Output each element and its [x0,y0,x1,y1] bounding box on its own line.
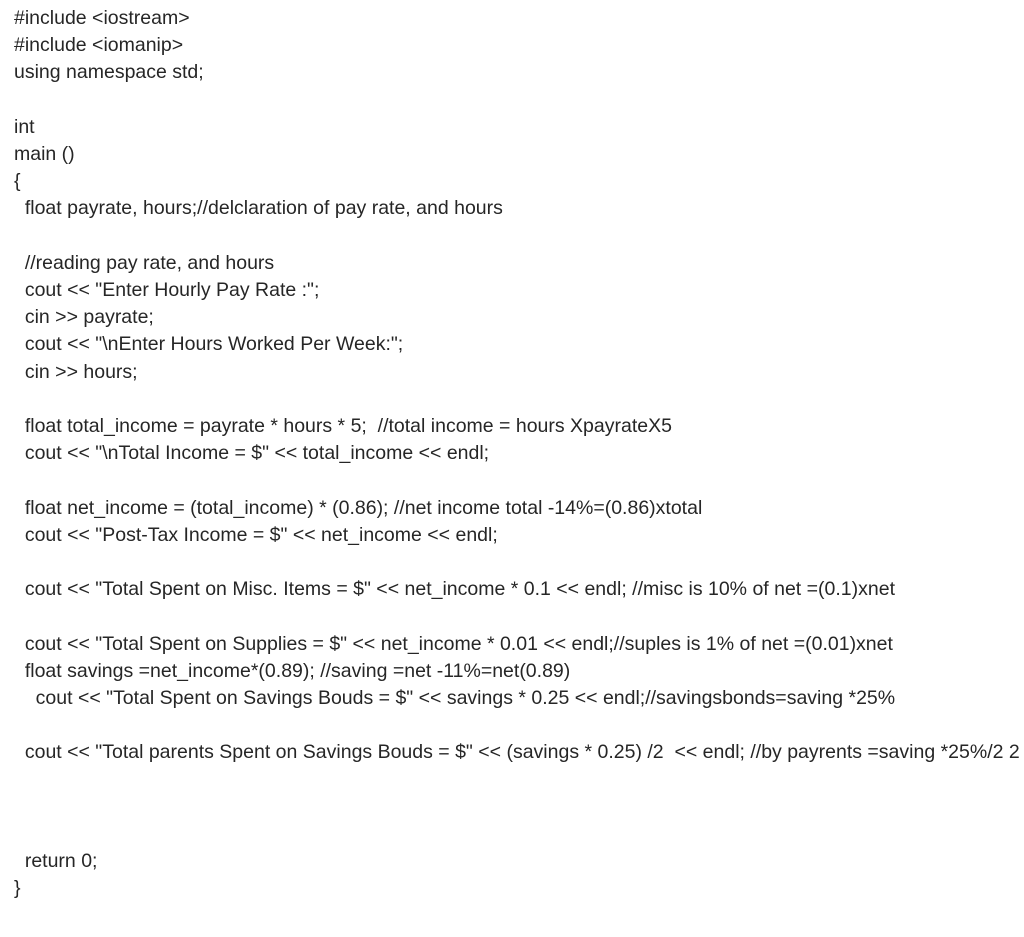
code-line: float net_income = (total_income) * (0.86); //net income total -14%=(0.86)xtotal [14,496,703,519]
code-line [14,467,1020,494]
code-line: float total_income = payrate * hours * 5; //total income = hours XpayrateX5 [14,415,672,437]
code-line: int [14,115,35,138]
code-line: using namespace std; [14,61,204,84]
code-line: cin >> hours; [14,360,138,383]
code-listing [14,5,1020,903]
code-line [14,549,1020,576]
code-line [14,386,1020,413]
code-line: return 0; [14,850,98,873]
code-line [14,603,1020,630]
code-line [14,712,1020,739]
code-line [14,87,1020,114]
code-line: cout << "Total Spent on Supplies = $" << net_income * 0.01 << endl;//suples is 1% of net =(0.01)xnet [14,632,893,655]
code-line [14,767,1020,794]
code-line: float payrate, hours;//delclaration of pay rate, and hours [14,197,503,220]
code-line: cin >> payrate; [14,306,154,329]
code-line [14,794,1020,821]
code-line: } [14,877,21,900]
code-line: cout << "Total Spent on Misc. Items = $" << net_income * 0.1 << endl; //misc is 10% of net =(0.1)xnet [14,578,895,601]
code-line [14,223,1020,250]
code-line: cout << "\nEnter Hours Worked Per Week:"; [14,333,404,356]
code-line: cout << "Total parents Spent on Savings Bouds = $" << (savings * 0.25) /2 << endl; //by payrents =saving *25%/2 2 [14,741,1020,764]
code-line: main () [14,143,75,165]
code-line: { [14,170,21,193]
code-line: cout << "Enter Hourly Pay Rate :"; [14,279,320,301]
code-line: float savings =net_income*(0.89); //saving =net -11%=net(0.89) [14,659,571,682]
code-line: #include <iostream> [14,7,190,29]
code-line: #include <iomanip> [14,34,184,57]
code-line: cout << "Total Spent on Savings Bouds = $" << savings * 0.25 << endl;//savingsbonds=saving *25% [14,686,896,709]
code-line: cout << "\nTotal Income = $" << total_income << endl; [14,442,490,465]
code-line [14,821,1020,848]
code-line: //reading pay rate, and hours [14,251,275,274]
code-line: cout << "Post-Tax Income = $" << net_income << endl; [14,523,498,546]
